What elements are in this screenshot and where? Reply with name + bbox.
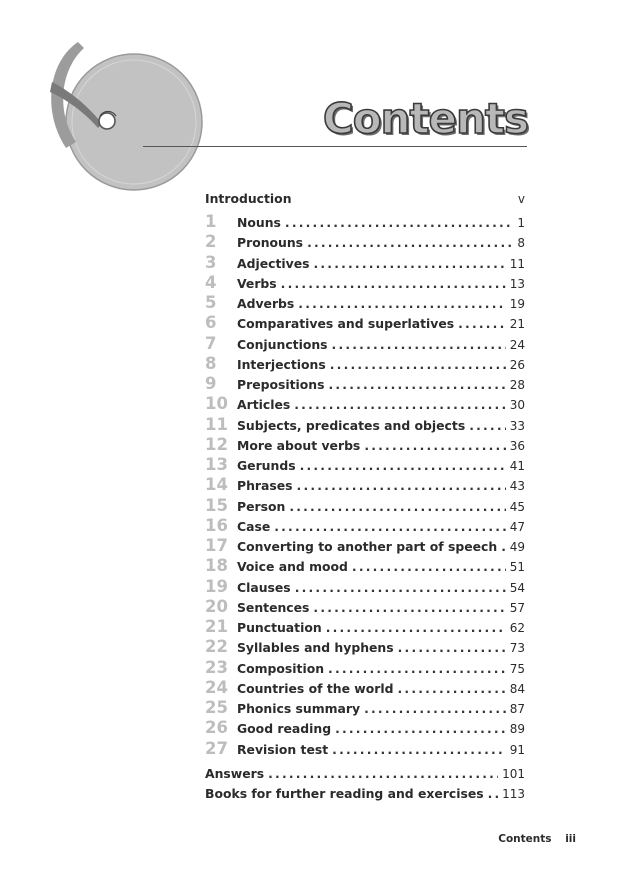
toc-end-list	[205, 766, 525, 807]
page-footer	[498, 833, 576, 845]
toc-page: 11	[509, 256, 525, 271]
chapter-number: 8	[205, 353, 217, 373]
chapter-number: 13	[205, 455, 228, 474]
toc-row[interactable]	[205, 637, 525, 657]
dot-leader	[364, 701, 506, 716]
toc-label: Pronouns	[237, 235, 304, 251]
toc-page: v	[517, 192, 525, 206]
dot-leader	[294, 397, 505, 412]
toc-row[interactable]	[205, 374, 525, 394]
toc-row[interactable]	[205, 273, 525, 293]
toc-page: 26	[509, 357, 525, 372]
toc-row[interactable]	[205, 658, 525, 678]
toc-row[interactable]	[205, 253, 525, 273]
toc-row[interactable]	[205, 415, 525, 435]
chapter-number: 19	[205, 576, 228, 596]
dot-leader	[328, 661, 506, 676]
toc-page: 28	[509, 378, 525, 392]
dot-leader	[297, 478, 506, 493]
toc-row[interactable]	[205, 496, 525, 516]
chapter-number: 5	[205, 293, 217, 312]
dot-leader	[307, 235, 511, 250]
toc-page: 57	[509, 600, 525, 615]
chapter-number: 9	[205, 374, 217, 393]
toc-label: Interjections	[237, 356, 326, 372]
toc-page: 43	[509, 479, 525, 494]
toc-label: Conjunctions	[237, 336, 328, 352]
chapter-number: 15	[205, 495, 228, 515]
toc-label: Revision test	[237, 741, 329, 757]
toc-row[interactable]	[205, 232, 525, 252]
dot-leader	[501, 539, 505, 554]
dot-leader	[313, 256, 505, 271]
toc-row[interactable]	[205, 698, 525, 718]
dot-leader	[364, 438, 505, 453]
toc-page: 87	[509, 702, 525, 716]
chapter-number: 25	[205, 698, 228, 717]
toc-page: 13	[509, 276, 525, 291]
toc-page: 33	[509, 418, 525, 433]
toc-label: Introduction	[205, 191, 292, 206]
dot-leader	[330, 357, 506, 372]
toc-label: Books for further reading and exercises	[205, 786, 484, 802]
toc-label: Syllables and hyphens	[237, 640, 394, 656]
toc-label: Good reading	[237, 721, 332, 737]
toc-page: 101	[502, 766, 525, 781]
toc-page: 62	[509, 621, 525, 635]
dot-leader	[335, 721, 506, 736]
toc-row[interactable]	[205, 786, 525, 807]
dot-leader	[274, 519, 505, 534]
toc-page: 73	[509, 641, 525, 656]
chapter-number: 7	[205, 333, 217, 353]
toc-page: 19	[509, 297, 525, 311]
toc-label: Person	[237, 498, 286, 514]
toc-page: 24	[509, 337, 525, 352]
toc-row[interactable]	[205, 212, 525, 232]
toc-row-introduction[interactable]	[205, 191, 525, 212]
toc-chapter-list	[205, 212, 525, 759]
toc-row[interactable]	[205, 536, 525, 556]
toc-label: Sentences	[237, 599, 310, 615]
dot-leader	[281, 276, 506, 291]
toc-page: 89	[509, 722, 525, 737]
dot-leader	[328, 377, 505, 392]
dot-leader	[298, 296, 505, 311]
toc-page: 30	[509, 398, 525, 413]
toc-label: Adverbs	[237, 296, 295, 311]
toc-row[interactable]	[205, 556, 525, 576]
toc-label: Converting to another part of speech	[237, 539, 498, 554]
toc-row[interactable]	[205, 334, 525, 354]
dot-leader	[300, 458, 506, 473]
chapter-number: 10	[205, 394, 228, 414]
toc-label: Composition	[237, 660, 325, 676]
page-title: Contents	[322, 94, 528, 143]
toc-label: Countries of the world	[237, 680, 394, 696]
title-rule	[143, 146, 527, 147]
dot-leader	[289, 499, 505, 514]
dot-leader	[332, 742, 506, 757]
dot-leader	[285, 215, 511, 230]
toc-page: 49	[509, 540, 525, 554]
dot-leader	[352, 559, 506, 574]
toc-row[interactable]	[205, 475, 525, 495]
dot-leader	[458, 316, 506, 331]
dot-leader	[326, 620, 506, 635]
toc-row[interactable]	[205, 597, 525, 617]
footer-label: Contents	[498, 833, 552, 845]
toc-row[interactable]	[205, 718, 525, 738]
toc-label: Answers	[205, 765, 265, 781]
toc-page: 91	[509, 742, 525, 757]
toc-row[interactable]	[205, 354, 525, 374]
chapter-number: 4	[205, 272, 217, 292]
toc-row[interactable]	[205, 455, 525, 475]
dot-leader	[398, 681, 506, 696]
toc-label: More about verbs	[237, 437, 361, 453]
footer-page-number: iii	[565, 833, 576, 845]
toc-row[interactable]	[205, 577, 525, 597]
chapter-number: 24	[205, 677, 228, 697]
disc-ornament-icon	[40, 30, 210, 205]
toc-page: 36	[509, 438, 525, 453]
toc-page: 21	[509, 317, 525, 332]
chapter-number: 2	[205, 232, 217, 252]
toc-page: 54	[509, 580, 525, 595]
chapter-number: 16	[205, 515, 228, 535]
toc-label: Prepositions	[237, 377, 325, 392]
chapter-number: 22	[205, 637, 228, 657]
toc-label: Nouns	[237, 215, 281, 230]
toc-label: Phrases	[237, 478, 293, 494]
dot-leader	[313, 600, 505, 615]
toc-page: 8	[517, 236, 525, 251]
toc-page: 51	[509, 560, 525, 575]
toc-row[interactable]	[205, 313, 525, 333]
chapter-number: 1	[205, 212, 217, 231]
chapter-number: 21	[205, 617, 228, 636]
toc-label: Adjectives	[237, 255, 310, 271]
toc-page: 1	[517, 216, 525, 230]
toc-label: Articles	[237, 397, 291, 413]
table-of-contents	[205, 191, 525, 807]
section-gap	[205, 759, 525, 766]
toc-page: 75	[509, 661, 525, 676]
dot-leader	[332, 337, 506, 352]
toc-label: Subjects, predicates and objects	[237, 417, 466, 433]
toc-row[interactable]	[205, 394, 525, 414]
toc-page: 113	[502, 787, 525, 802]
toc-row[interactable]	[205, 766, 525, 787]
chapter-number: 20	[205, 596, 228, 616]
toc-label: Punctuation	[237, 620, 322, 635]
chapter-number: 12	[205, 434, 228, 454]
dot-leader	[268, 766, 498, 781]
toc-label: Clauses	[237, 579, 291, 595]
dot-leader	[398, 640, 506, 655]
toc-page: 45	[509, 499, 525, 514]
toc-label: Case	[237, 518, 271, 534]
dot-leader	[469, 418, 506, 433]
toc-label: Voice and mood	[237, 559, 348, 575]
chapter-number: 17	[205, 536, 228, 555]
toc-row[interactable]	[205, 739, 525, 759]
dot-leader	[488, 786, 498, 801]
toc-page: 84	[509, 681, 525, 696]
toc-page: 47	[509, 519, 525, 534]
toc-row[interactable]	[205, 678, 525, 698]
toc-row[interactable]	[205, 516, 525, 536]
toc-page: 41	[509, 459, 525, 473]
toc-row[interactable]	[205, 435, 525, 455]
toc-row[interactable]	[205, 293, 525, 313]
chapter-number: 14	[205, 475, 228, 495]
toc-label: Verbs	[237, 275, 277, 291]
dot-leader	[295, 580, 506, 595]
chapter-number: 27	[205, 738, 228, 758]
toc-label: Gerunds	[237, 458, 296, 473]
chapter-number: 18	[205, 556, 228, 576]
toc-label: Phonics summary	[237, 701, 361, 716]
chapter-number: 11	[205, 414, 228, 434]
chapter-number: 3	[205, 252, 217, 272]
chapter-number: 23	[205, 657, 228, 677]
chapter-number: 6	[205, 313, 217, 333]
chapter-number: 26	[205, 718, 228, 738]
toc-label: Comparatives and superlatives	[237, 316, 455, 332]
toc-row[interactable]	[205, 617, 525, 637]
